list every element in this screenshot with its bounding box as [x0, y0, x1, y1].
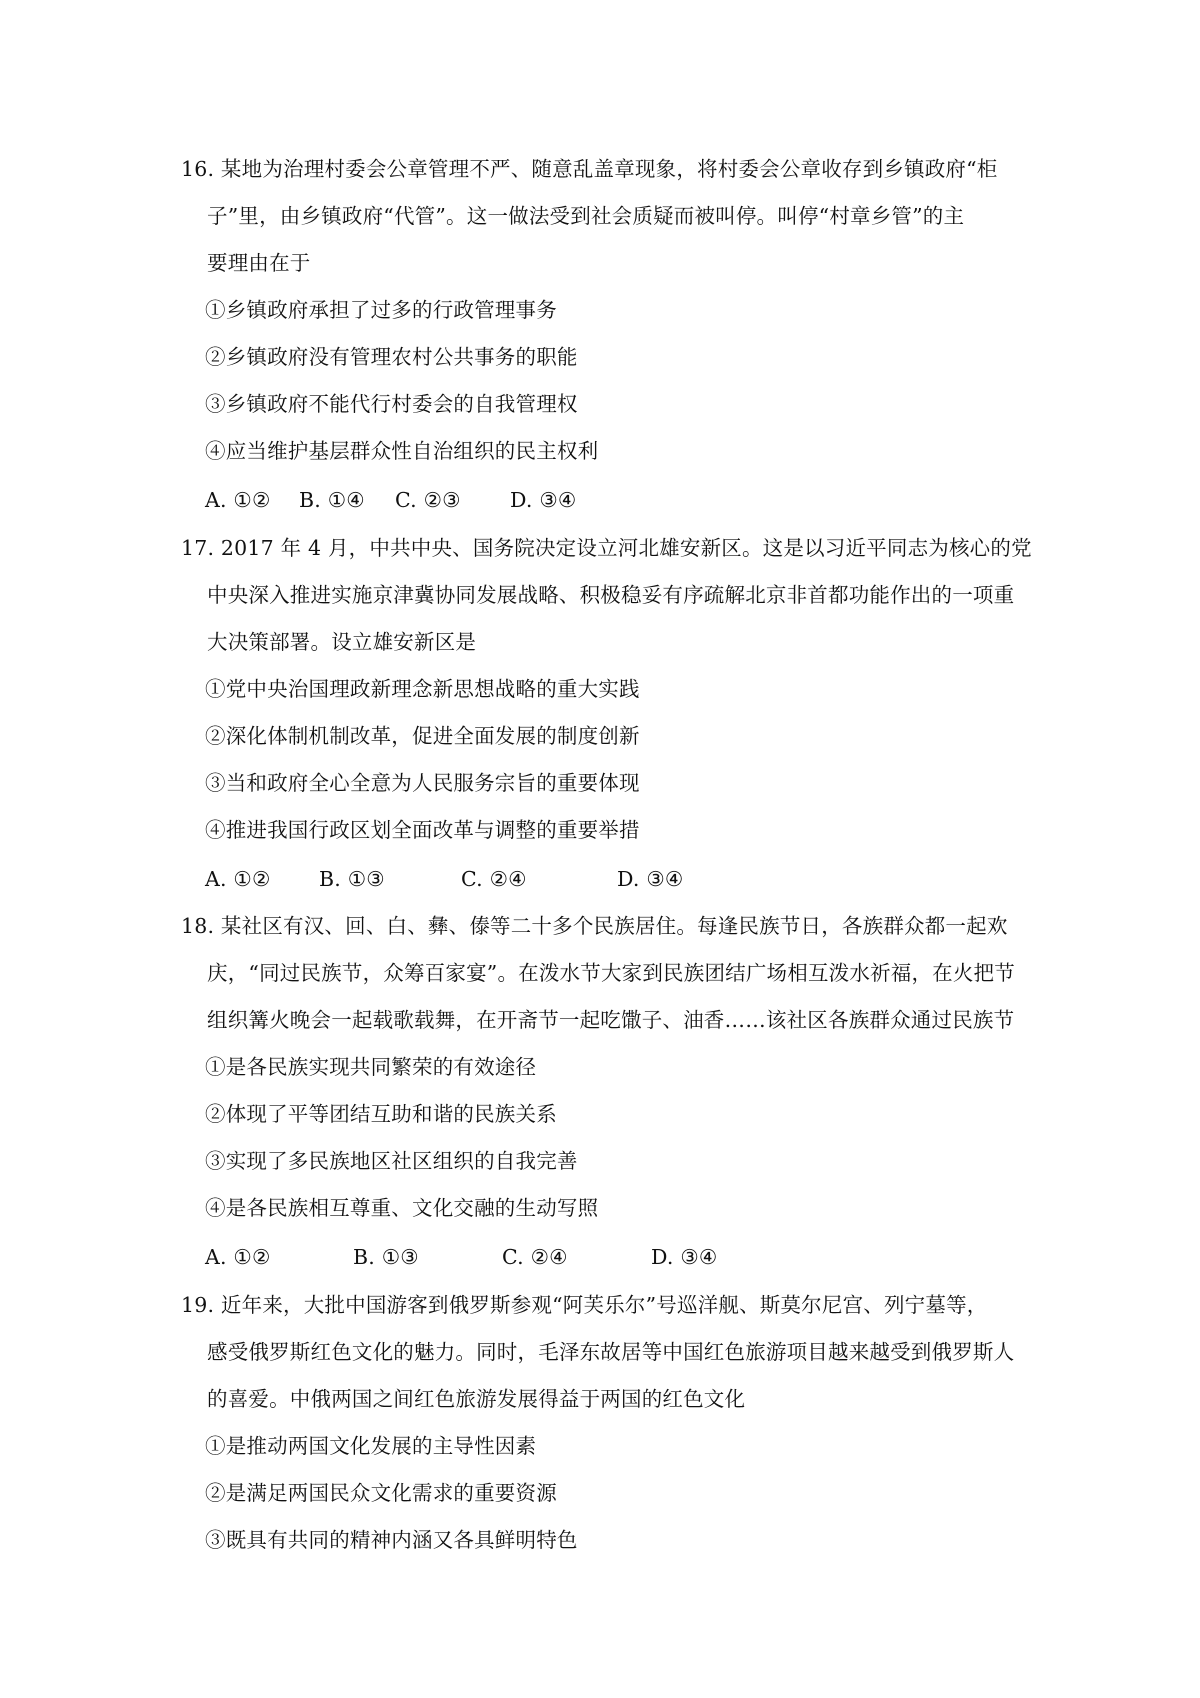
question-stem-line: 16. 某地为治理村委会公章管理不严、随意乱盖章现象，将村委会公章收存到乡镇政府“柜	[181, 157, 998, 181]
answer-choice-d: D. ③④	[510, 488, 577, 512]
answer-choice-c: C. ②④	[502, 1245, 568, 1269]
answer-choice-b: B. ①③	[353, 1245, 419, 1269]
question-stem-line: 子”里，由乡镇政府“代管”。这一做法受到社会质疑而被叫停。叫停“村章乡管”的主	[207, 204, 965, 228]
statement-option: ④推进我国行政区划全面改革与调整的重要举措	[205, 818, 640, 842]
question-stem-line: 庆，“同过民族节，众筹百家宴”。在泼水节大家到民族团结广场相互泼水祈福，在火把节	[207, 961, 1015, 985]
answer-choice-a: A. ①②	[205, 1245, 271, 1269]
question-stem-line: 19. 近年来，大批中国游客到俄罗斯参观“阿芙乐尔”号巡洋舰、斯莫尔尼宫、列宁墓等，	[181, 1293, 988, 1317]
statement-option: ②体现了平等团结互助和谐的民族关系	[205, 1102, 557, 1126]
statement-option: ②是满足两国民众文化需求的重要资源	[205, 1481, 557, 1505]
answer-choice-c: C. ②④	[461, 867, 527, 891]
question-stem-line: 感受俄罗斯红色文化的魅力。同时，毛泽东故居等中国红色旅游项目越来越受到俄罗斯人	[207, 1340, 1015, 1364]
statement-option: ①是各民族实现共同繁荣的有效途径	[205, 1055, 537, 1079]
answer-choice-d: D. ③④	[651, 1245, 718, 1269]
statement-option: ①党中央治国理政新理念新思想战略的重大实践	[205, 677, 640, 701]
answer-choice-a: A. ①②	[205, 488, 271, 512]
question-stem-line: 中央深入推进实施京津冀协同发展战略、积极稳妥有序疏解北京非首都功能作出的一项重	[207, 583, 1015, 607]
answer-choice-a: A. ①②	[205, 867, 271, 891]
question-stem-line: 要理由在于	[207, 251, 311, 275]
statement-option: ①乡镇政府承担了过多的行政管理事务	[205, 298, 557, 322]
answer-choice-d: D. ③④	[617, 867, 684, 891]
answer-choice-b: B. ①④	[299, 488, 365, 512]
statement-option: ②深化体制机制改革，促进全面发展的制度创新	[205, 724, 640, 748]
answer-choice-b: B. ①③	[319, 867, 385, 891]
statement-option: ③当和政府全心全意为人民服务宗旨的重要体现	[205, 771, 640, 795]
question-stem-line: 的喜爱。中俄两国之间红色旅游发展得益于两国的红色文化	[207, 1387, 746, 1411]
question-stem-line: 大决策部署。设立雄安新区是	[207, 630, 477, 654]
statement-option: ③乡镇政府不能代行村委会的自我管理权	[205, 392, 578, 416]
statement-option: ③实现了多民族地区社区组织的自我完善	[205, 1149, 578, 1173]
statement-option: ④应当维护基层群众性自治组织的民主权利	[205, 439, 599, 463]
question-stem-line: 组织篝火晚会一起载歌载舞，在开斋节一起吃馓子、油香……该社区各族群众通过民族节	[207, 1008, 1015, 1032]
statement-option: ③既具有共同的精神内涵又各具鲜明特色	[205, 1528, 578, 1552]
answer-choice-c: C. ②③	[395, 488, 461, 512]
statement-option: ④是各民族相互尊重、文化交融的生动写照	[205, 1196, 599, 1220]
statement-option: ①是推动两国文化发展的主导性因素	[205, 1434, 537, 1458]
question-stem-line: 18. 某社区有汉、回、白、彝、傣等二十多个民族居住。每逢民族节日，各族群众都一起欢	[181, 914, 1008, 938]
question-stem-line: 17. 2017 年 4 月，中共中央、国务院决定设立河北雄安新区。这是以习近平同志为核心的党	[181, 536, 1032, 560]
statement-option: ②乡镇政府没有管理农村公共事务的职能	[205, 345, 578, 369]
